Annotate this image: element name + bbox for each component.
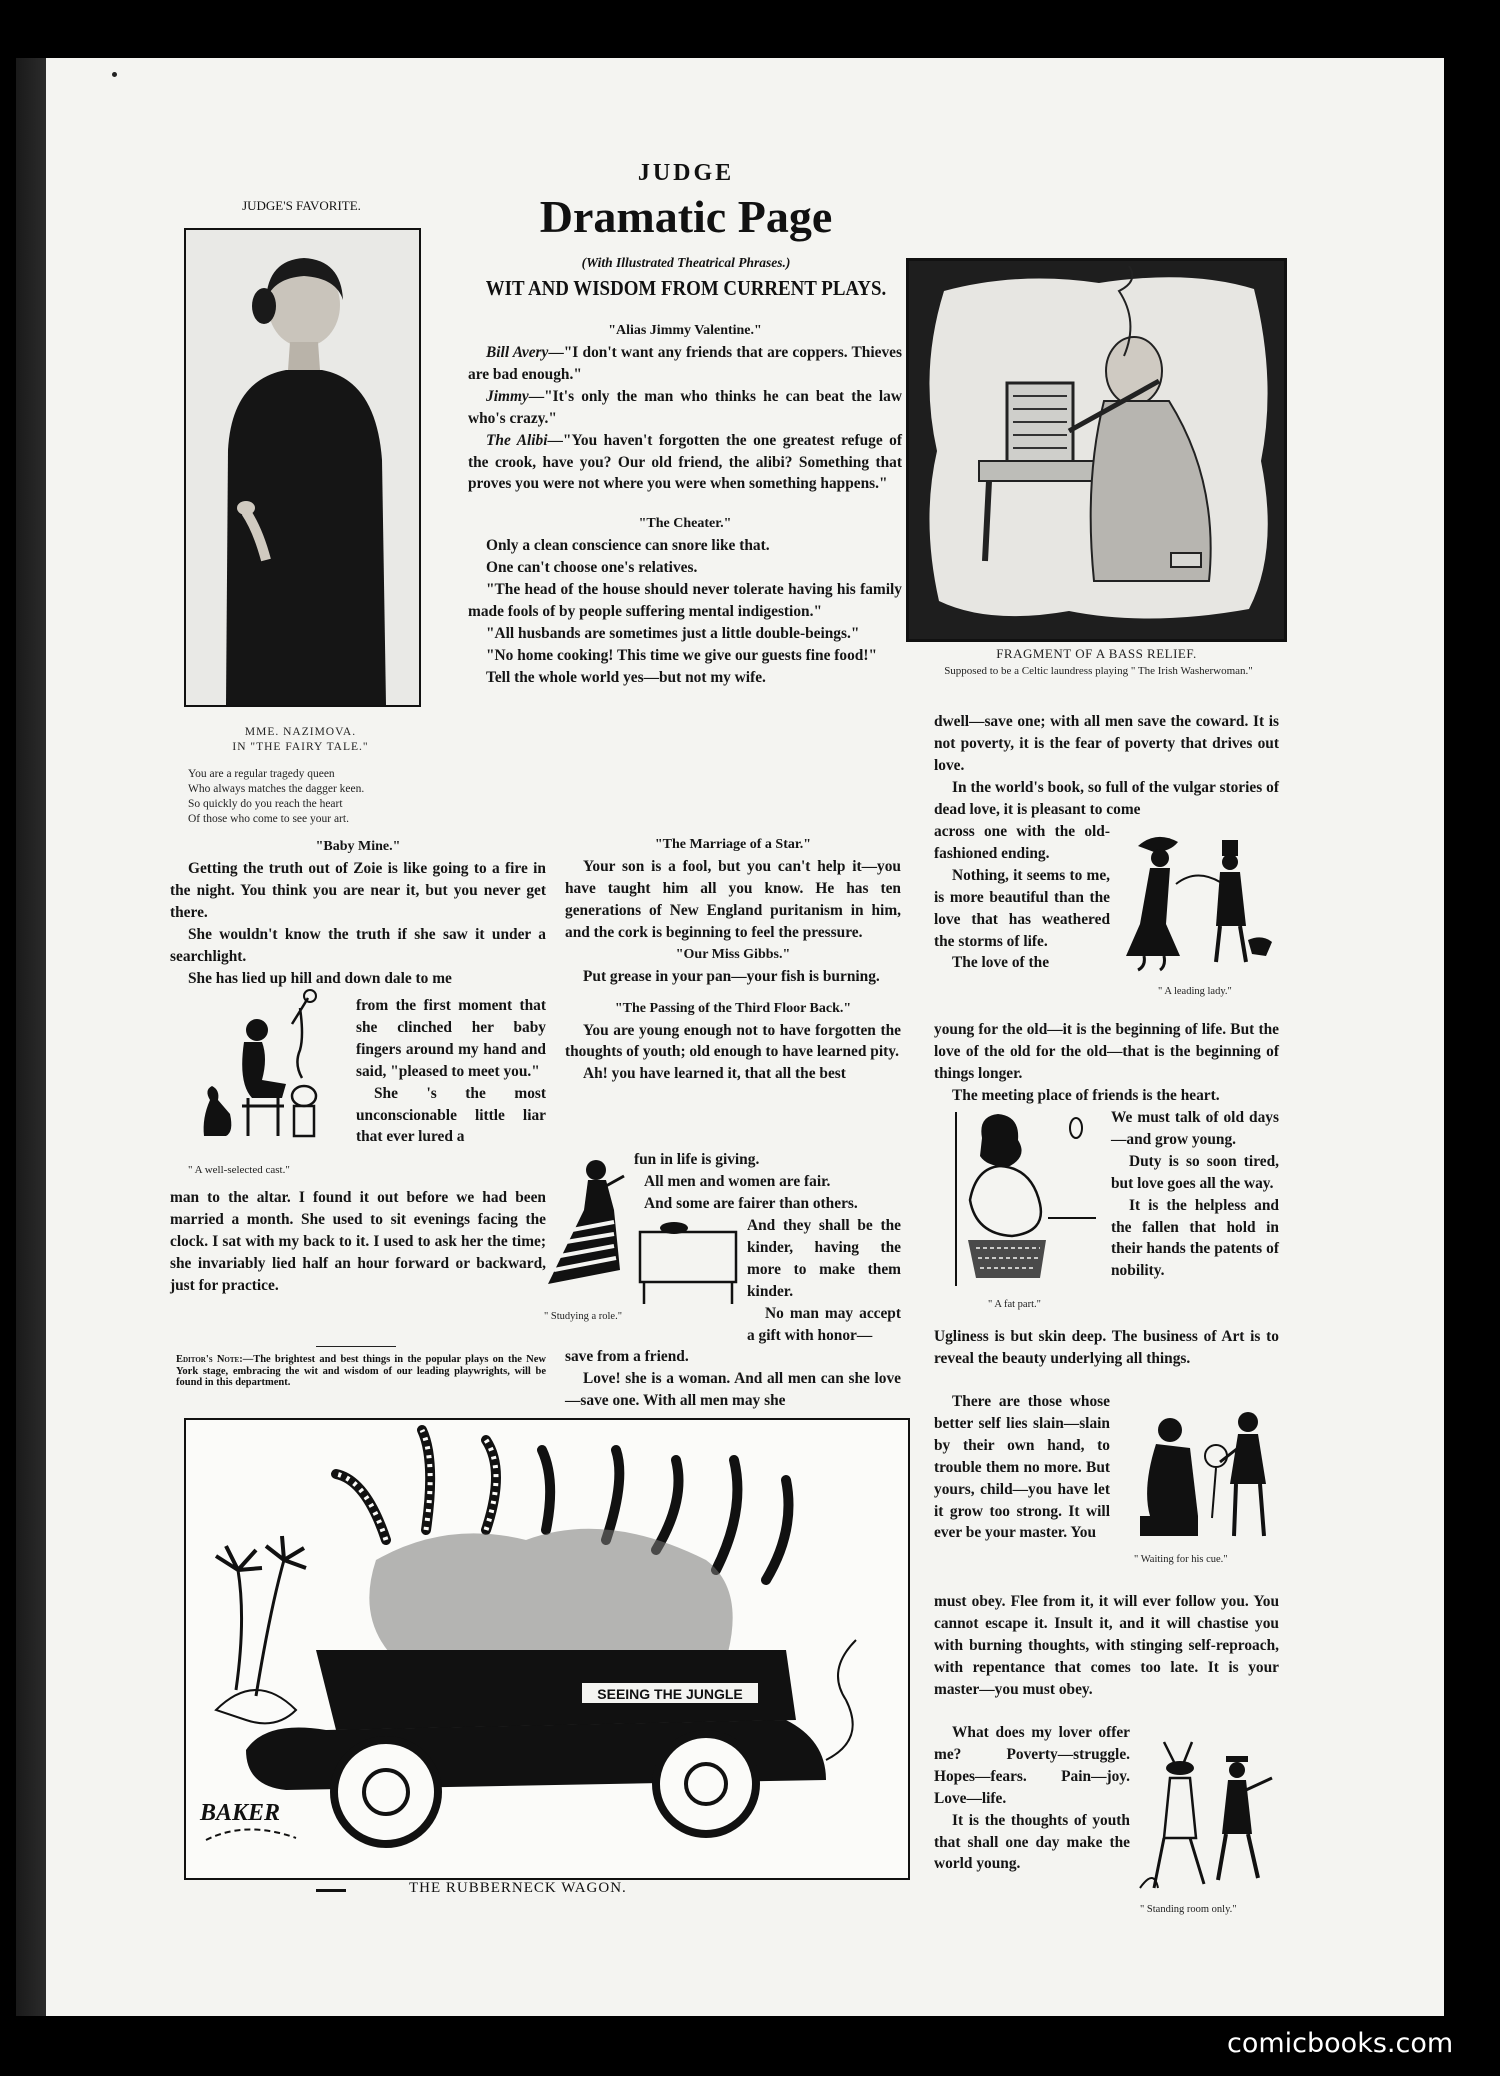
leading-lady-caption: " A leading lady." xyxy=(1158,986,1232,997)
right-standing-wrap xyxy=(934,1722,1130,1875)
passing-text: And they shall be the kinder, having the more to make them kinder. xyxy=(747,1217,901,1300)
laundress-illustration xyxy=(909,261,1284,639)
right-leading-wrap xyxy=(934,821,1110,974)
passing-text: save from a friend. xyxy=(565,1348,689,1365)
cheater-line: "All husbands are sometimes just a little double-beings." xyxy=(486,624,860,642)
right-paragraph: The meeting place of friends is the heart. xyxy=(952,1086,1220,1104)
editors-note xyxy=(176,1354,546,1389)
fat-part-caption: " A fat part." xyxy=(988,1299,1041,1310)
standing-caption: " Standing room only." xyxy=(1140,1904,1237,1915)
verse-line: So quickly do you reach the heart xyxy=(188,798,343,810)
studying-caption: " Studying a role." xyxy=(544,1311,622,1322)
right-paragraph: We must talk of old days—and grow young. xyxy=(1111,1109,1279,1148)
passing-text: You are young enough not to have forgotten the thoughts of youth; old enough to have learned pity. xyxy=(565,1021,901,1061)
magazine-page xyxy=(16,58,1444,2016)
artist-signature: BAKER xyxy=(200,1800,281,1826)
verse-line: Who always matches the dagger keen. xyxy=(188,783,365,795)
editors-note-lead: Editor's Note xyxy=(176,1354,240,1365)
right-paragraph: must obey. Flee from it, it will ever follow you. You cannot escape it. Insult it, and it will chastise you with burning thoughts, with stinging self-reproach, with repentance that comes too late. It is your master—you must obey. xyxy=(934,1593,1279,1698)
passing-text: fun in life is giving. xyxy=(634,1151,760,1168)
favorite-label: JUDGE'S FAVORITE. xyxy=(242,198,361,213)
favorite-caption-2: IN "THE FAIRY TALE." xyxy=(232,741,369,753)
editors-note-text: :—The brightest and best things in the popular plays on the New York stage, embracing the wit and wisdom of our leading playwrights, will be found in this department. xyxy=(176,1354,546,1388)
middle-column-top xyxy=(468,320,902,689)
note-divider xyxy=(316,1346,396,1347)
right-paragraph: Duty is so soon tired, but love goes all the way. xyxy=(1111,1152,1279,1192)
leading-lady-illustration xyxy=(1116,824,1281,982)
cheater-line: Tell the whole world yes—but not my wife. xyxy=(486,668,766,686)
passing-text: All men and women are fair. xyxy=(644,1173,831,1190)
right-ugliness xyxy=(934,1326,1279,1370)
play-heading-jimmy: "Alias Jimmy Valentine." xyxy=(608,323,762,338)
baby-mine-wrap-text: from the first moment that she clinched her baby fingers around my hand and said, "pleased to meet you." xyxy=(356,997,546,1080)
favorite-verse xyxy=(188,767,428,827)
right-paragraph: Ugliness is but skin deep. The business of Art is to reveal the beauty underlying all things. xyxy=(934,1328,1279,1367)
right-paragraph: dwell—save one; with all men save the coward. It is not poverty, it is the fear of poverty that drives out love. xyxy=(934,713,1279,774)
right-waiting-wrap xyxy=(934,1391,1110,1544)
standing-room-illustration xyxy=(1134,1738,1284,1898)
passing-text: Ah! you have learned it, that all the best xyxy=(583,1065,846,1083)
watermark: comicbooks.com xyxy=(1227,2028,1454,2059)
right-paragraph: The love of the xyxy=(952,954,1050,972)
baby-mine-paragraph: man to the altar. I found it out before we had been married a month. She used to sit evenings facing the clock. I sat with my back to it. I used to ask her the time; she invariably lied half an hour forward or backward, just for practice. xyxy=(170,1189,546,1294)
studying-role-illustration xyxy=(544,1158,744,1304)
quote-bill xyxy=(468,342,902,386)
passing-text: No man may accept a gift with honor— xyxy=(747,1304,901,1344)
passing-text: Love! she is a woman. And all men can she love—save one. With all men may she xyxy=(565,1369,901,1409)
right-fat-part-wrap xyxy=(1111,1107,1279,1282)
cartoon-caption: THE RUBBERNECK WAGON. xyxy=(409,1880,627,1896)
quote-jimmy xyxy=(468,386,902,430)
bass-relief-frame xyxy=(906,258,1287,642)
center-column xyxy=(565,834,901,1085)
baby-mine-block xyxy=(170,836,546,989)
ink-speck xyxy=(112,72,117,77)
wagon-sign: SEEING THE JUNGLE xyxy=(597,1686,743,1702)
speaker-alibi: The Alibi xyxy=(486,431,548,449)
page-subtitle: (With Illustrated Theatrical Phrases.) xyxy=(581,255,791,270)
baby-mine-paragraph: She has lied up hill and down dale to me xyxy=(188,969,452,987)
play-heading-baby-mine: "Baby Mine." xyxy=(315,839,401,854)
quote-alibi xyxy=(468,430,902,496)
play-heading-cheater: "The Cheater." xyxy=(638,516,732,532)
rubberneck-cartoon-frame xyxy=(184,1418,910,1880)
section-heading: WIT AND WISDOM FROM CURRENT PLAYS. xyxy=(485,276,887,300)
right-paragraph: Nothing, it seems to me, is more beautiful than the love that has weathered the storms of life. xyxy=(934,866,1110,950)
baby-mine-rest xyxy=(170,1187,546,1297)
verse-line: You are a regular tragedy queen xyxy=(188,768,335,780)
quote-text: —"It's only the man who thinks he can beat the law who's crazy." xyxy=(468,387,902,427)
nazimova-photo-frame xyxy=(184,228,421,707)
cheater-line: One can't choose one's relatives. xyxy=(486,559,698,577)
baby-mine-paragraph: She wouldn't know the truth if she saw it under a searchlight. xyxy=(170,925,546,965)
page-title: Dramatic Page xyxy=(539,191,833,242)
verse-line: Of those who come to see your art. xyxy=(188,813,349,825)
cheater-line: "The head of the house should never tolerate having his family made fools of by people suffering mental indigestion." xyxy=(468,581,902,621)
right-paragraph: It is the thoughts of youth that shall one day make the world young. xyxy=(934,1811,1130,1873)
right-paragraph: There are those whose better self lies slain—slain by their own hand, to trouble them no more. But yours, child—you have let it grow too strong. It will ever be your master. You xyxy=(934,1393,1110,1542)
favorite-caption-1: MME. NAZIMOVA. xyxy=(244,726,357,738)
baby-mine-wrap-text: She 's the most unconscionable little liar that ever lured a xyxy=(356,1084,546,1146)
baby-mine-wrap xyxy=(356,995,546,1148)
right-paragraph: What does my lover offer me? Poverty—struggle. Hopes—fears. Pain—joy. Love—life. xyxy=(934,1724,1130,1807)
quote-text: —"I don't want any friends that are coppers. Thieves are bad enough." xyxy=(468,344,902,383)
star-text: Your son is a fool, but you can't help it—you have taught him all you know. He has ten generations of New England puritanism in him, and the cork is beginning to feel the pressure. xyxy=(565,858,901,941)
passing-end xyxy=(565,1346,901,1412)
right-column-mid xyxy=(934,1019,1279,1107)
speaker-jimmy: Jimmy xyxy=(486,387,529,405)
page-binding-edge xyxy=(16,58,46,2016)
right-paragraph: young for the old—it is the beginning of life. But the love of the old for the old—that is the beginning of things longer. xyxy=(934,1021,1279,1082)
waiting-caption: " Waiting for his cue." xyxy=(1134,1554,1228,1565)
fat-part-illustration xyxy=(936,1108,1104,1292)
right-paragraph: across one with the old-fashioned ending. xyxy=(934,823,1110,862)
passing-kinder xyxy=(747,1215,901,1346)
masthead: JUDGE xyxy=(637,160,735,186)
right-paragraph: In the world's book, so full of the vulgar stories of dead love, it is pleasant to come xyxy=(934,778,1279,818)
cheater-line: Only a clean conscience can snore like that. xyxy=(486,537,770,555)
rubberneck-wagon-illustration xyxy=(186,1420,908,1878)
baby-mine-paragraph: Getting the truth out of Zoie is like going to a fire in the night. You think you are near it, but you never get there. xyxy=(170,860,546,921)
well-selected-cast-illustration xyxy=(182,988,358,1160)
play-heading-gibbs: "Our Miss Gibbs." xyxy=(675,946,791,962)
speaker-bill: Bill Avery xyxy=(486,344,549,361)
cheater-line: "No home cooking! This time we give our guests fine food!" xyxy=(486,646,878,664)
caption-arrow xyxy=(316,1889,346,1892)
right-paragraph: It is the helpless and the fallen that hold in their hands the patents of nobility. xyxy=(1111,1196,1279,1280)
right-column-top xyxy=(934,711,1279,821)
bass-relief-caption: FRAGMENT OF A BASS RELIEF. xyxy=(996,646,1197,661)
right-column-obey xyxy=(934,1591,1279,1701)
quote-text: —"You haven't forgotten the one greatest refuge of the crook, have you? Our old friend, the alibi? Something that proves you were not where you were when something happens." xyxy=(468,431,902,493)
bass-relief-subcaption: Supposed to be a Celtic laundress playing " The Irish Washerwoman." xyxy=(944,665,1253,677)
passing-text: And some are fairer than others. xyxy=(644,1194,858,1212)
waiting-for-cue-illustration xyxy=(1126,1408,1286,1548)
well-selected-caption: " A well-selected cast." xyxy=(188,1164,290,1176)
play-heading-star: "The Marriage of a Star." xyxy=(654,837,812,852)
nazimova-portrait xyxy=(186,230,419,705)
gibbs-text: Put grease in your pan—your fish is burning. xyxy=(583,967,880,985)
play-heading-passing: "The Passing of the Third Floor Back." xyxy=(614,1000,852,1016)
